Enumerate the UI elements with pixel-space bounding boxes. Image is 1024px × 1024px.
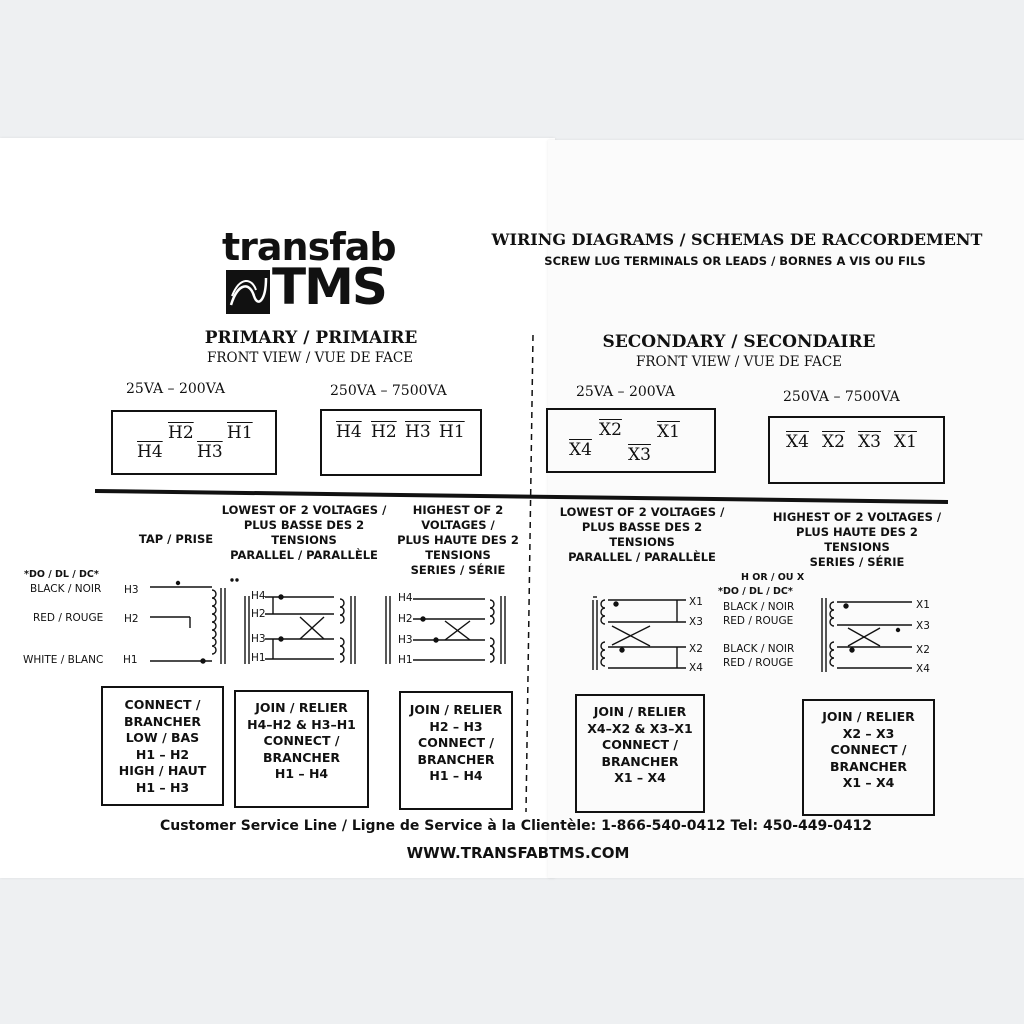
title-line: PLUS HAUTE DES 2	[796, 525, 918, 539]
box-line: HIGH / HAUT	[118, 763, 207, 778]
box-line: H1 – H4	[274, 766, 329, 781]
tap-terminal-h1: H1	[123, 654, 138, 666]
logo-top-text: transfab	[222, 225, 396, 269]
s-high-terminal-x4: X4	[916, 663, 930, 675]
secondary-large-term-x4: X4	[786, 432, 809, 452]
website-link[interactable]: WWW.TRANSFABTMS.COM	[406, 844, 630, 862]
tap-instruction-text	[103, 697, 222, 796]
p-low-terminal-h1: H1	[251, 652, 266, 664]
p-high-terminal-h2: H2	[398, 613, 413, 625]
primary-parallel-schematic	[245, 595, 355, 664]
primary-large-term-h2: H2	[371, 422, 397, 442]
title-line: TENSIONS	[824, 540, 890, 554]
tap-terminal-h3: H3	[124, 584, 139, 596]
primary-small-term-h3: H3	[197, 442, 223, 462]
box-line: H1 – H3	[135, 779, 190, 795]
primary-title: PRIMARY / PRIMAIRE	[204, 328, 418, 348]
s-low-instruction-text	[577, 704, 703, 787]
secondary-parallel-schematic	[593, 597, 686, 670]
title-line: HIGHEST OF 2	[412, 503, 504, 517]
secondary-small-term-x3: X3	[628, 445, 651, 465]
box-line: BRANCHER	[829, 758, 908, 774]
primary-large-term-h3: H3	[405, 422, 431, 442]
box-line: JOIN / RELIER	[255, 700, 348, 715]
p-low-instruction-box	[234, 690, 369, 808]
primary-small-term-h4: H4	[137, 442, 163, 462]
s-high-terminal-x1: X1	[916, 599, 930, 611]
sec-lead-black-1: BLACK / NOIR	[723, 601, 795, 613]
box-line: X1 – X4	[842, 775, 895, 790]
box-line: X4–X2 & X3–X1	[587, 720, 693, 736]
p-high-terminal-h3: H3	[398, 634, 413, 646]
box-line: CONNECT /	[263, 733, 340, 748]
p-high-terminal-h4: H4	[398, 592, 413, 604]
title-line: HIGHEST OF 2 VOLTAGES /	[772, 510, 942, 524]
sec-lead-red-2: RED / ROUGE	[723, 657, 794, 669]
box-line: H2 – H3	[429, 718, 483, 734]
box-line: JOIN / RELIER	[822, 709, 915, 724]
p-low-instruction-text	[236, 700, 367, 783]
title-line: PLUS BASSE DES 2	[581, 520, 703, 534]
box-line: X1 – X4	[614, 770, 666, 785]
title-line: LOWEST OF 2 VOLTAGES /	[221, 503, 387, 517]
title-line: SERIES / SÉRIE	[410, 563, 506, 577]
p-high-instruction-text	[401, 702, 511, 785]
box-line: CONNECT /	[418, 735, 494, 750]
s-low-instruction-box	[575, 694, 705, 813]
s-low-terminal-x1: X1	[689, 596, 703, 608]
title-line: SERIES / SÉRIE	[809, 555, 905, 569]
secondary-small-term-x1: X1	[657, 422, 680, 442]
secondary-large-term-x1: X1	[894, 432, 917, 452]
box-line: CONNECT /	[602, 737, 678, 752]
s-high-instruction-text	[804, 709, 933, 792]
tap-schematic	[150, 579, 238, 664]
sec-lead-red-1: RED / ROUGE	[723, 615, 794, 627]
sec-lead-black-2: BLACK / NOIR	[723, 643, 795, 655]
box-line: BRANCHER	[601, 753, 679, 769]
box-line: CONNECT /	[830, 742, 907, 757]
box-line: BRANCHER	[417, 751, 495, 767]
title-line: PARALLEL / PARALLÈLE	[568, 550, 716, 564]
secondary-title: SECONDARY / SECONDAIRE	[602, 332, 876, 352]
primary-large-term-h4: H4	[336, 422, 362, 442]
box-line: BRANCHER	[123, 713, 202, 729]
tap-column-title: TAP / PRISE	[138, 532, 214, 546]
secondary-large-term-x2: X2	[822, 432, 845, 452]
sec-lead-code: *DO / DL / DC*	[718, 586, 793, 597]
box-line: H1 – H2	[135, 746, 190, 762]
box-line: X2 – X3	[842, 725, 895, 741]
primary-large-range: 250VA – 7500VA	[330, 383, 447, 399]
tap-terminal-h2: H2	[124, 613, 139, 625]
box-line: LOW / BAS	[125, 730, 200, 745]
secondary-large-term-x3: X3	[858, 432, 881, 452]
title-line: PLUS HAUTE DES 2	[397, 533, 519, 547]
primary-series-schematic	[386, 596, 505, 664]
secondary-small-range: 25VA – 200VA	[576, 384, 675, 400]
secondary-view: FRONT VIEW / VUE DE FACE	[635, 354, 843, 370]
primary-small-term-h2: H2	[168, 423, 194, 443]
tap-lead-white: WHITE / BLANC	[23, 654, 104, 666]
secondary-large-range: 250VA – 7500VA	[783, 389, 900, 405]
p-high-instruction-box	[399, 691, 513, 810]
p-low-terminal-h4: H4	[251, 590, 266, 602]
logo-bottom-text: TMS	[272, 258, 386, 316]
p-low-terminal-h3: H3	[251, 633, 266, 645]
box-line: JOIN / RELIER	[409, 702, 503, 717]
box-line: H1 – H4	[429, 768, 483, 783]
primary-view: FRONT VIEW / VUE DE FACE	[206, 350, 414, 366]
title-line: PLUS BASSE DES 2	[243, 518, 365, 532]
title-line: VOLTAGES /	[421, 518, 495, 532]
header-title: WIRING DIAGRAMS / SCHEMAS DE RACCORDEMENT	[491, 230, 983, 249]
s-low-terminal-x2: X2	[689, 643, 703, 655]
s-low-terminal-x4: X4	[689, 662, 703, 674]
sec-lead-h-or: H OR / OU X	[741, 572, 805, 583]
secondary-small-term-x2: X2	[599, 420, 622, 440]
p-high-terminal-h1: H1	[398, 654, 413, 666]
primary-small-range: 25VA – 200VA	[126, 381, 225, 397]
secondary-small-term-x4: X4	[569, 440, 592, 460]
p-low-terminal-h2: H2	[251, 608, 266, 620]
customer-service-line: Customer Service Line / Ligne de Service à la Clientèle: 1-866-540-0412 Tel: 450-449-0412	[159, 818, 873, 834]
title-line: TENSIONS	[271, 533, 337, 547]
primary-large-term-h1: H1	[439, 422, 465, 442]
title-line: PARALLEL / PARALLÈLE	[230, 548, 378, 562]
title-line: TENSIONS	[609, 535, 675, 549]
tap-lead-red: RED / ROUGE	[33, 612, 104, 624]
s-low-terminal-x3: X3	[689, 616, 703, 628]
box-line: BRANCHER	[262, 749, 341, 765]
tap-instruction-box	[101, 686, 224, 806]
title-line: TENSIONS	[425, 548, 491, 562]
tap-lead-black: BLACK / NOIR	[30, 583, 102, 595]
s-high-terminal-x2: X2	[916, 644, 930, 656]
secondary-series-schematic	[822, 598, 912, 672]
tap-lead-code: *DO / DL / DC*	[24, 569, 99, 580]
box-line: H4–H2 & H3–H1	[247, 716, 356, 732]
s-high-terminal-x3: X3	[916, 620, 930, 632]
box-line: JOIN / RELIER	[593, 704, 687, 719]
header-subtitle: SCREW LUG TERMINALS OR LEADS / BORNES A VIS OU FILS	[544, 254, 926, 268]
s-high-instruction-box	[802, 699, 935, 816]
box-line: CONNECT /	[124, 697, 201, 712]
primary-small-term-h1: H1	[227, 423, 253, 443]
title-line: LOWEST OF 2 VOLTAGES /	[559, 505, 725, 519]
